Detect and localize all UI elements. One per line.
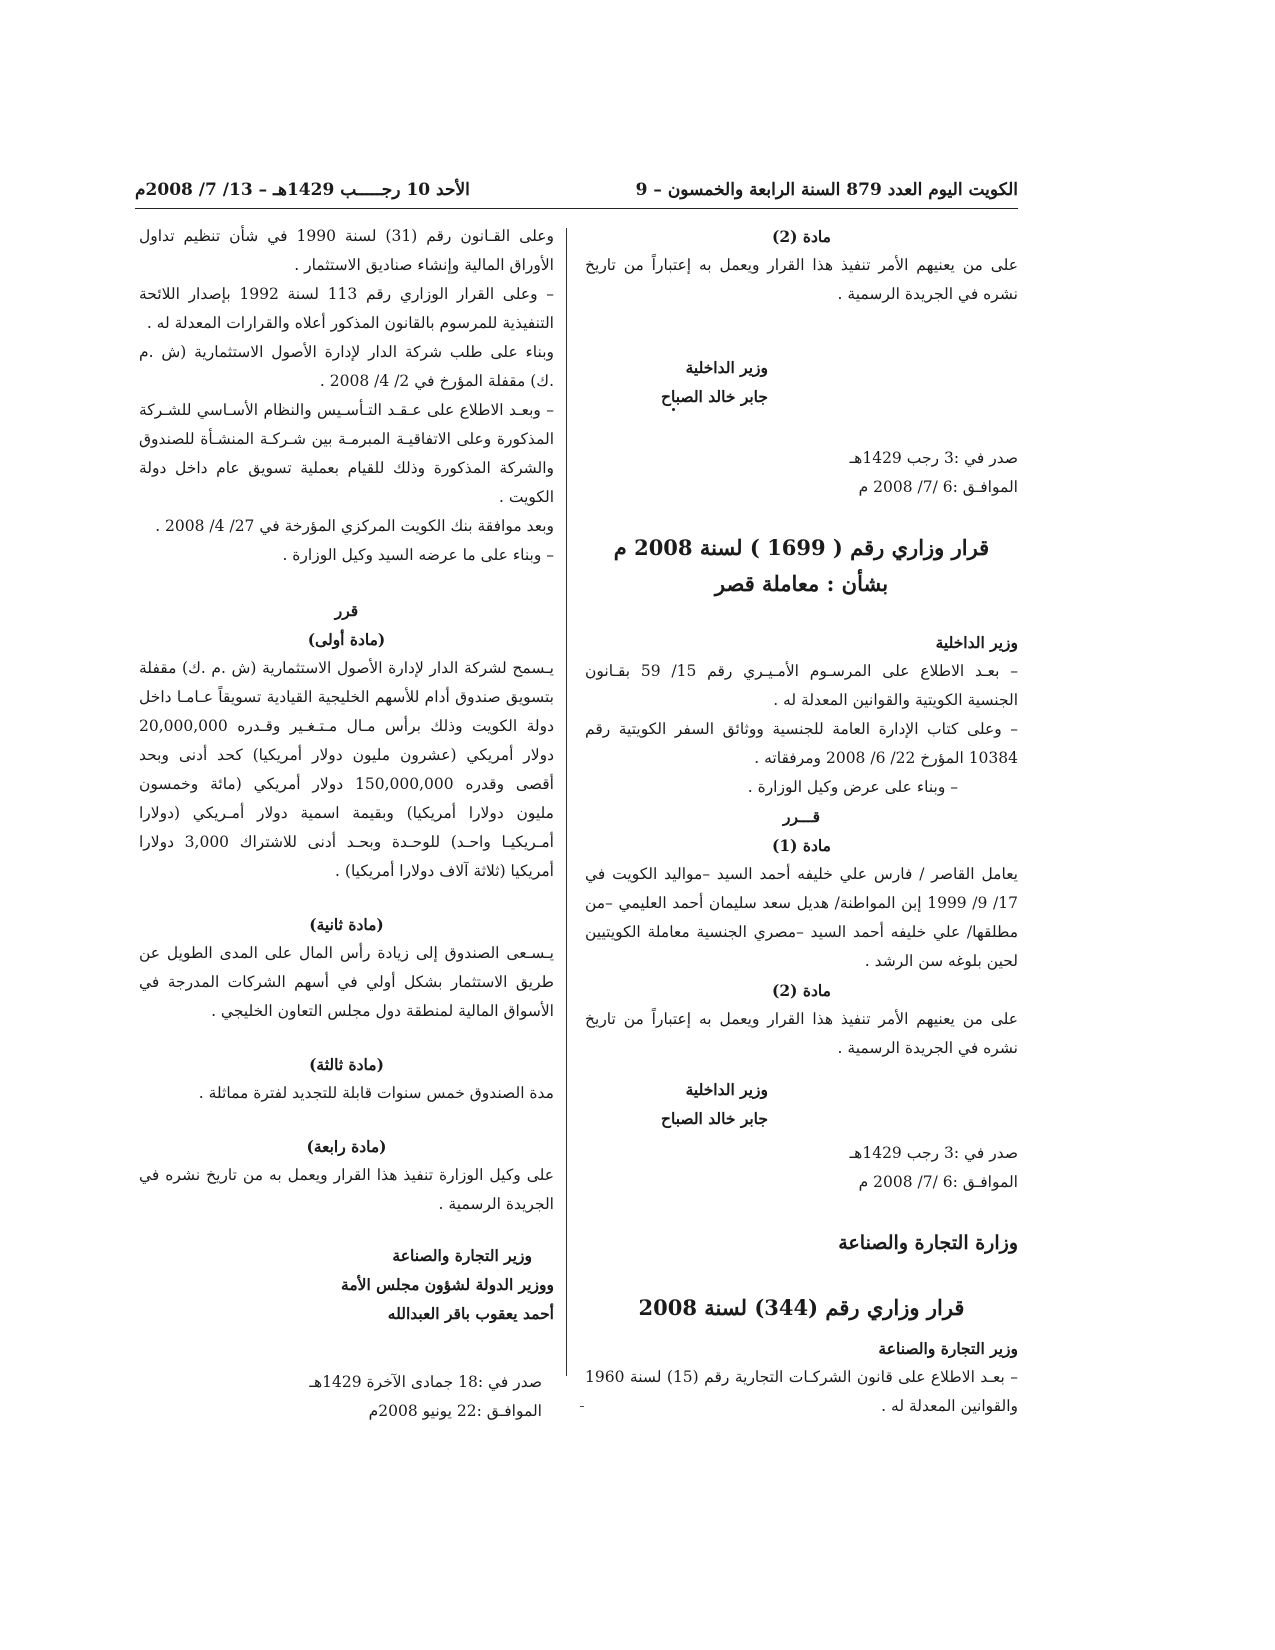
issue-date-gregorian-commerce: الموافـق :22 يونيو 2008م	[368, 1402, 542, 1420]
signature-title-commerce: وزير التجارة والصناعة	[392, 1246, 532, 1265]
decree-344-article4-text: على وكيل الوزارة تنفيذ هذا القرار ويعمل به من تاريخ نشره في الجريدة الرسمية .	[139, 1166, 554, 1213]
decree-1699-minister: وزير الداخلية	[935, 633, 1018, 652]
decree-344-article1-text: يـسمح لشركة الدار لإدارة الأصول الاستثمارية (ش .م .ك) مقفلة بتسويق صندوق أدام للأسهم الخليجية القيادية تسويقاً عـامـا داخل دولة الكويت وذلك برأس مـال مـتـغـير وقـدره 20,000,000 دولار أمريكي (عشرون مليون دولار أمريكيا) كحد أدنى وبحد أقصى وقدره 150,000,000 دولار أمريكي (مائة وخمسون مليون دولارا أمريكيا) وبقيمة اسمية دولار أمـريكي (دولارا أمـريكيـا واحـد) للوحـدة وبحـد أدنى للاشتراك 3,000 دولارا أمريكيا (ثلاثة آلاف دولارا أمريكيا) .	[139, 659, 554, 880]
signature-title-interior-2: وزير الداخلية	[685, 1080, 768, 1099]
ministry-heading: وزارة التجارة والصناعة	[838, 1232, 1018, 1254]
decree-1699-article2-title: مادة (2)	[772, 981, 831, 1000]
signature-name-interior-2: جابر خالد الصباح	[660, 1109, 768, 1128]
page-header	[135, 178, 1018, 209]
decree-1699-preamble-1: – بعـد الاطلاع على المرسـوم الأمـيـري رقم 15/ 59 بقـانون الجنسية الكويتية والقوانين المعدلة له .	[585, 662, 1018, 709]
article2-text: على من يعنيهم الأمر تنفيذ هذا القرار ويعمل به إعتباراً من تاريخ نشره في الجريدة الرسمية .	[585, 256, 1018, 303]
right-column	[585, 222, 1018, 1421]
decree-344-preamble-4: وبناء على طلب شركة الدار لإدارة الأصول الاستثمارية (ش .م .ك) مقفلة المؤرخ في 2/ 4/ 2008 .	[139, 343, 554, 390]
column-divider	[566, 228, 567, 1376]
issue-date-hijri-commerce: صدر في :18 جمادى الآخرة 1429هـ	[309, 1373, 542, 1391]
decree-344-minister: وزير التجارة والصناعة	[878, 1339, 1018, 1358]
header-date: الأحد 10 رجـــــب 1429هـ – 13/ 7/ 2008م	[135, 180, 470, 200]
issue-date-hijri: صدر في :3 رجب 1429هـ	[849, 449, 1018, 467]
decree-1699-preamble-3: – وبناء على عرض وكيل الوزارة .	[747, 778, 958, 796]
decree-1699-title: قرار وزاري رقم ( 1699 ) لسنة 2008 م	[613, 535, 990, 560]
decree-1699-subject: بشأن : معاملة قصر	[714, 571, 889, 596]
decree-1699-article1-title: مادة (1)	[772, 836, 831, 855]
scan-speck-bottom	[580, 1406, 584, 1407]
signature-name-commerce: أحمد يعقوب باقر العبدالله	[387, 1304, 554, 1323]
left-column	[139, 222, 554, 1426]
decree-344-preamble-6: وبعد موافقة بنك الكويت المركزي المؤرخة في 27/ 4/ 2008 .	[155, 517, 554, 535]
decree-1699-article1-text: يعامل القاصر / فارس علي خليفه أحمد السيد –مواليد الكويت في 17/ 9/ 1999 إبن المواطنة/ هديل سعد سليمان أحمد العليمي –من مطلقها/ علي خليفه أحمد السيد –مصري الجنسية معاملة الكويتيين لحين بلوغه سن الرشد .	[585, 865, 1018, 970]
signature-title-assembly: ووزير الدولة لشؤون مجلس الأمة	[341, 1275, 554, 1294]
decree-344-preamble-2: وعلى القـانون رقم (31) لسنة 1990 في شأن تنظيم تداول الأوراق المالية وإنشاء صناديق الاستثمار .	[139, 227, 554, 274]
decree-344-preamble-5: – وبعـد الاطلاع على عـقـد التـأسـيس والنظام الأسـاسي للشـركة المذكورة وعلى الاتفاقيـة المبرمـة بين شـركـة المنشـأة للصندوق والشركة المذكورة وذلك للقيام بعملية تسويق عام داخل دولة الكويت .	[139, 401, 554, 506]
decree-344-article3-title: (مادة ثالثة)	[309, 1055, 384, 1074]
decree-344-preamble-1: – بعـد الاطلاع على قانون الشركـات التجارية رقم (15) لسنة 1960 والقوانين المعدلة له .	[585, 1368, 1018, 1415]
decree-344-preamble-7: – وبناء على ما عرضه السيد وكيل الوزارة .	[282, 546, 554, 564]
decree-344-article2-title: (مادة ثانية)	[309, 915, 384, 934]
issue-date-gregorian-2: الموافـق :6 /7/ 2008 م	[858, 1173, 1018, 1191]
decree-344-article1-title: (مادة أولى)	[307, 630, 386, 649]
decree-344-decided: قرر	[334, 601, 359, 620]
decree-344-article3-text: مدة الصندوق خمس سنوات قابلة للتجديد لفترة مماثلة .	[198, 1084, 554, 1102]
article2-title: مادة (2)	[772, 227, 831, 246]
decree-344-article4-title: (مادة رابعة)	[306, 1137, 387, 1156]
decree-1699-decided: قـــرر	[782, 807, 821, 826]
issue-date-hijri-2: صدر في :3 رجب 1429هـ	[849, 1144, 1018, 1162]
issue-date-gregorian: الموافـق :6 /7/ 2008 م	[858, 478, 1018, 496]
decree-344-title: قرار وزاري رقم (344) لسنة 2008	[638, 1295, 965, 1320]
decree-1699-article2-text: على من يعنيهم الأمر تنفيذ هذا القرار ويعمل به إعتباراً من تاريخ نشره في الجريدة الرسمية .	[585, 1010, 1018, 1057]
decree-1699-preamble-2: – وعلى كتاب الإدارة العامة للجنسية ووثائق السفر الكويتية رقم 10384 المؤرخ 22/ 6/ 2008 ومرفقاته .	[585, 720, 1018, 767]
decree-344-article2-text: يـسـعى الصندوق إلى زيادة رأس المال على المدى الطويل عن طريق الاستثمار بشكل أولي في أسهم الشركات المدرجة في الأسواق المالية لمنطقة دول مجلس التعاون الخليجي .	[139, 944, 554, 1020]
decree-344-preamble-3: – وعلى القرار الوزاري رقم 113 لسنة 1992 بإصدار اللائحة التنفيذية للمرسوم بالقانون المذكور أعلاه والقرارات المعدلة له .	[139, 285, 554, 332]
signature-title-interior: وزير الداخلية	[685, 358, 768, 377]
signature-name-interior: جابر خالد الصباح	[660, 387, 768, 406]
header-issue-info: الكويت اليوم العدد 879 السنة الرابعة والخمسون – 9	[635, 180, 1018, 200]
